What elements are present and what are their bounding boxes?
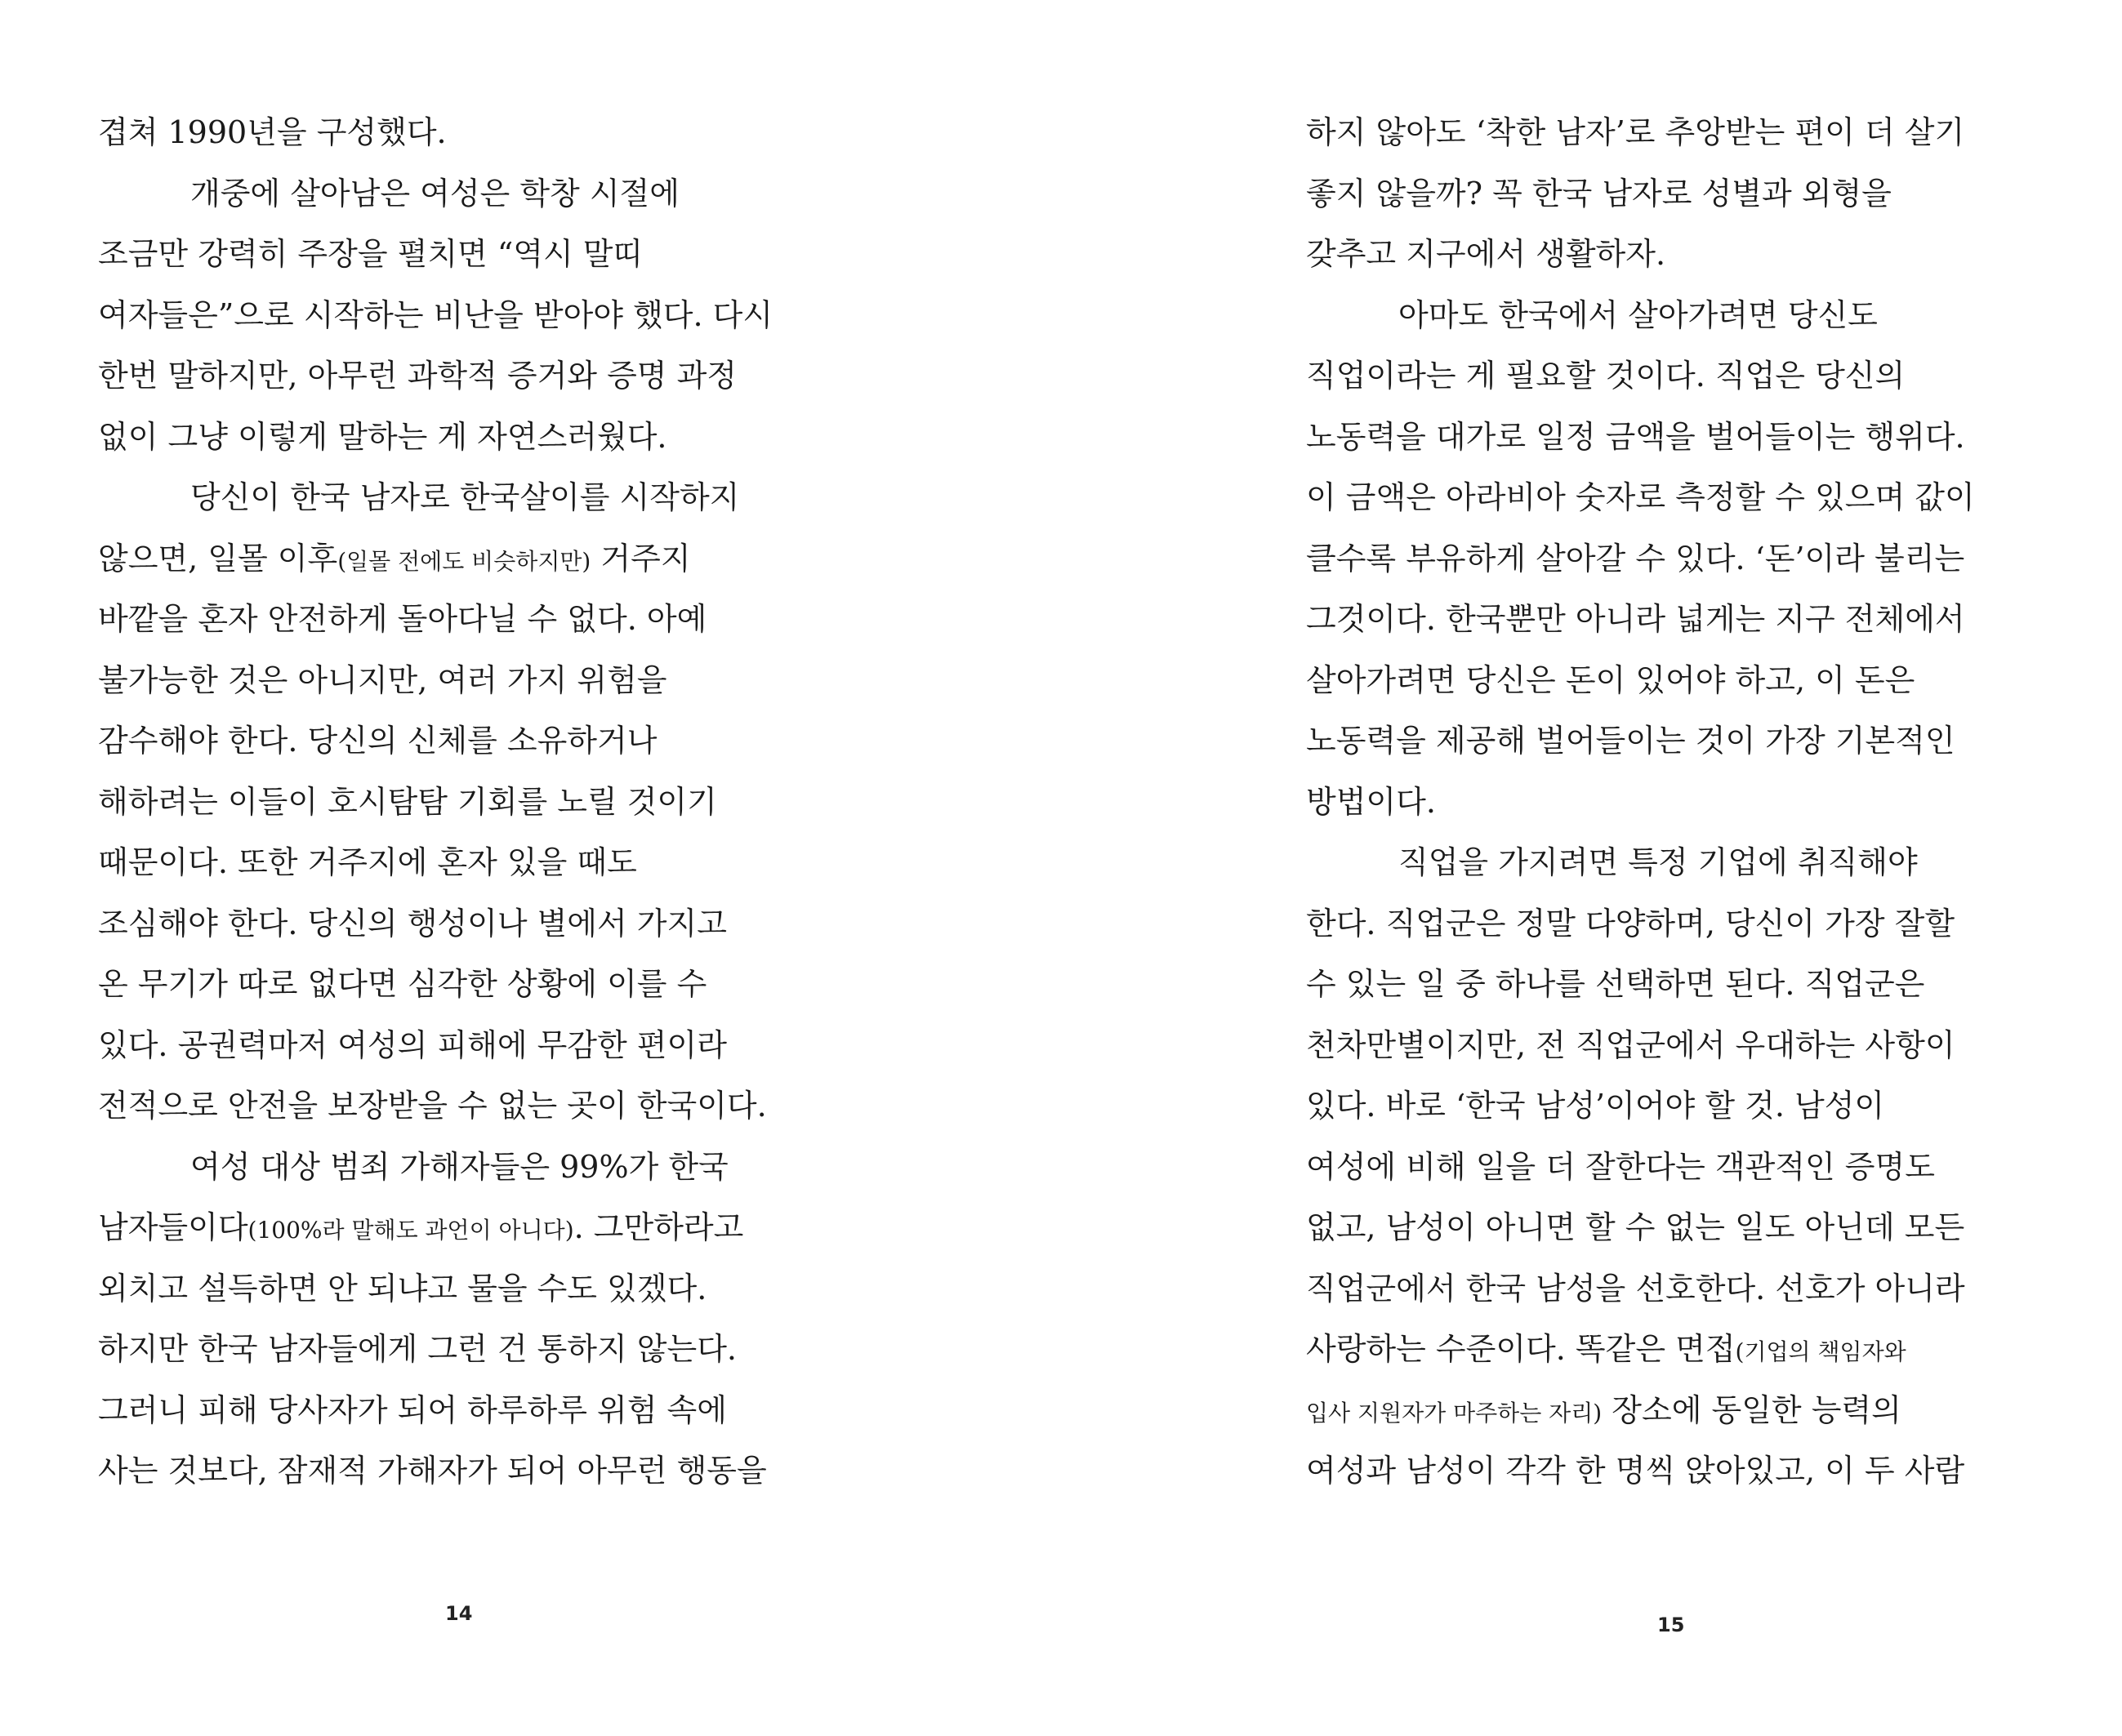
text-line: [1306, 893, 2090, 955]
text-segment: 클수록 부유하게 살아갈 수 있다. ‘돈’이라 불리는: [1306, 540, 1965, 576]
text-line: [98, 1197, 833, 1258]
text-segment: 살아가려면 당신은 돈이 있어야 하고, 이 돈은: [1306, 661, 1915, 698]
text-segment: 개중에 살아남은 여성은 학창 시절에: [190, 175, 680, 211]
text-line: [1306, 589, 2090, 650]
text-segment: 조금만 강력히 주장을 펼치면 “역시 말띠: [98, 236, 644, 272]
paragraph-first-line: [98, 467, 833, 528]
text-line: [98, 710, 833, 772]
parenthetical-note: (일몰 전에도 비슷하지만): [337, 547, 591, 575]
text-segment: 이 금액은 아라비아 숫자로 측정할 수 있으며 값이: [1306, 479, 1975, 515]
text-segment: 남자들이다: [98, 1209, 248, 1245]
text-segment: 있다. 바로 ‘한국 남성’이어야 할 것. 남성이: [1306, 1088, 1885, 1124]
text-line: [98, 832, 833, 893]
text-line: [1306, 102, 2090, 163]
page-number: 14: [445, 1602, 473, 1625]
text-segment: 장소에 동일한 능력의: [1602, 1391, 1901, 1428]
text-line: [1306, 650, 2090, 711]
text-segment: 여성에 비해 일을 더 잘한다는 객관적인 증명도: [1306, 1148, 1935, 1185]
text-line: [98, 528, 833, 590]
text-segment: 노동력을 대가로 일정 금액을 벌어들이는 행위다.: [1306, 418, 1965, 455]
text-line: [1306, 1258, 2090, 1320]
text-line: [1306, 345, 2090, 407]
text-line: [98, 954, 833, 1015]
text-segment: 때문이다. 또한 거주지에 혼자 있을 때도: [98, 844, 637, 880]
paragraph-first-line: [1306, 832, 2090, 893]
paragraph-first-line: [1306, 285, 2090, 346]
text-segment: 않으면, 일몰 이후: [98, 540, 338, 576]
text-line: [98, 1319, 833, 1380]
text-segment: 노동력을 제공해 벌어들이는 것이 가장 기본적인: [1306, 723, 1955, 759]
text-line: [1306, 407, 2090, 468]
text-line: [98, 589, 833, 650]
page-number: 15: [1657, 1614, 1685, 1636]
text-line: [98, 102, 833, 163]
text-line: [98, 345, 833, 407]
body-text: [1306, 102, 2090, 1502]
text-segment: 없이 그냥 이렇게 말하는 게 자연스러웠다.: [98, 418, 667, 455]
text-segment: 여자들은”으로 시작하는 비난을 받아야 했다. 다시: [98, 296, 773, 333]
text-line: [1306, 467, 2090, 528]
text-segment: 당신이 한국 남자로 한국살이를 시작하지: [190, 479, 740, 515]
text-line: [1306, 710, 2090, 772]
text-line: [98, 1258, 833, 1320]
text-segment: 하지 않아도 ‘착한 남자’로 추앙받는 편이 더 살기: [1306, 114, 1965, 150]
text-segment: 불가능한 것은 아니지만, 여러 가지 위험을: [98, 661, 667, 698]
text-segment: 아마도 한국에서 살아가려면 당신도: [1398, 296, 1878, 333]
text-segment: 감수해야 한다. 당신의 신체를 소유하거나: [98, 723, 658, 759]
text-line: [1306, 954, 2090, 1015]
text-line: [98, 1015, 833, 1076]
text-line: [1306, 772, 2090, 833]
paragraph-first-line: [98, 163, 833, 225]
parenthetical-note: 입사 지원자가 마주하는 자리): [1306, 1399, 1603, 1427]
text-line: [98, 650, 833, 711]
parenthetical-note: (100%라 말해도 과언이 아니다): [247, 1217, 574, 1244]
right-page: [1061, 0, 2122, 1736]
text-line: [98, 893, 833, 955]
text-segment: . 그만하라고: [573, 1209, 744, 1245]
text-segment: 좋지 않을까? 꼭 한국 남자로 성별과 외형을: [1306, 175, 1892, 211]
text-segment: 그것이다. 한국뿐만 아니라 넓게는 지구 전체에서: [1306, 601, 1965, 637]
text-segment: 외치고 설득하면 안 되냐고 물을 수도 있겠다.: [98, 1270, 707, 1306]
paragraph-first-line: [98, 1137, 833, 1198]
text-line: [1306, 1015, 2090, 1076]
text-segment: 해하려는 이들이 호시탐탐 기회를 노릴 것이기: [98, 783, 717, 820]
text-segment: 있다. 공권력마저 여성의 피해에 무감한 편이라: [98, 1026, 727, 1063]
text-segment: 사랑하는 수준이다. 똑같은 면접: [1306, 1331, 1736, 1367]
text-segment: 하지만 한국 남자들에게 그런 건 통하지 않는다.: [98, 1331, 738, 1367]
text-line: [1306, 1440, 2090, 1502]
text-line: [1306, 1137, 2090, 1198]
text-segment: 직업이라는 게 필요할 것이다. 직업은 당신의: [1306, 358, 1906, 394]
text-line: [1306, 1380, 2090, 1441]
text-line: [98, 1380, 833, 1441]
text-segment: 직업을 가지려면 특정 기업에 취직해야: [1398, 844, 1918, 880]
text-segment: 전적으로 안전을 보장받을 수 없는 곳이 한국이다.: [98, 1088, 767, 1124]
text-segment: 사는 것보다, 잠재적 가해자가 되어 아무런 행동을: [98, 1453, 767, 1489]
text-segment: 없고, 남성이 아니면 할 수 없는 일도 아닌데 모든: [1306, 1209, 1965, 1245]
text-segment: 조심해야 한다. 당신의 행성이나 별에서 가지고: [98, 905, 727, 941]
text-segment: 한다. 직업군은 정말 다양하며, 당신이 가장 잘할: [1306, 905, 1955, 941]
text-segment: 여성 대상 범죄 가해자들은 99%가 한국: [190, 1148, 729, 1185]
text-segment: 한번 말하지만, 아무런 과학적 증거와 증명 과정: [98, 358, 738, 394]
text-segment: 겹쳐 1990년을 구성했다.: [98, 114, 447, 150]
parenthetical-note: (기업의 책임자와: [1735, 1338, 1906, 1365]
text-line: [98, 1440, 833, 1502]
text-line: [1306, 528, 2090, 590]
text-line: [98, 285, 833, 346]
text-line: [1306, 1319, 2090, 1380]
text-line: [1306, 163, 2090, 225]
text-line: [98, 407, 833, 468]
text-segment: 방법이다.: [1306, 783, 1436, 820]
text-line: [1306, 1075, 2090, 1137]
text-segment: 여성과 남성이 각각 한 명씩 앉아있고, 이 두 사람: [1306, 1453, 1965, 1489]
text-segment: 천차만별이지만, 전 직업군에서 우대하는 사항이: [1306, 1026, 1955, 1063]
text-segment: 수 있는 일 중 하나를 선택하면 된다. 직업군은: [1306, 966, 1925, 1002]
text-segment: 그러니 피해 당사자가 되어 하루하루 위험 속에: [98, 1391, 727, 1428]
text-line: [98, 772, 833, 833]
text-segment: 직업군에서 한국 남성을 선호한다. 선호가 아니라: [1306, 1270, 1965, 1306]
text-line: [98, 1075, 833, 1137]
text-line: [1306, 1197, 2090, 1258]
text-segment: 바깥을 혼자 안전하게 돌아다닐 수 없다. 아예: [98, 601, 707, 637]
text-segment: 갖추고 지구에서 생활하자.: [1306, 236, 1666, 272]
text-segment: 거주지: [591, 540, 691, 576]
text-line: [98, 224, 833, 285]
text-segment: 온 무기가 따로 없다면 심각한 상황에 이를 수: [98, 966, 707, 1002]
text-line: [1306, 224, 2090, 285]
body-text: [98, 102, 833, 1502]
